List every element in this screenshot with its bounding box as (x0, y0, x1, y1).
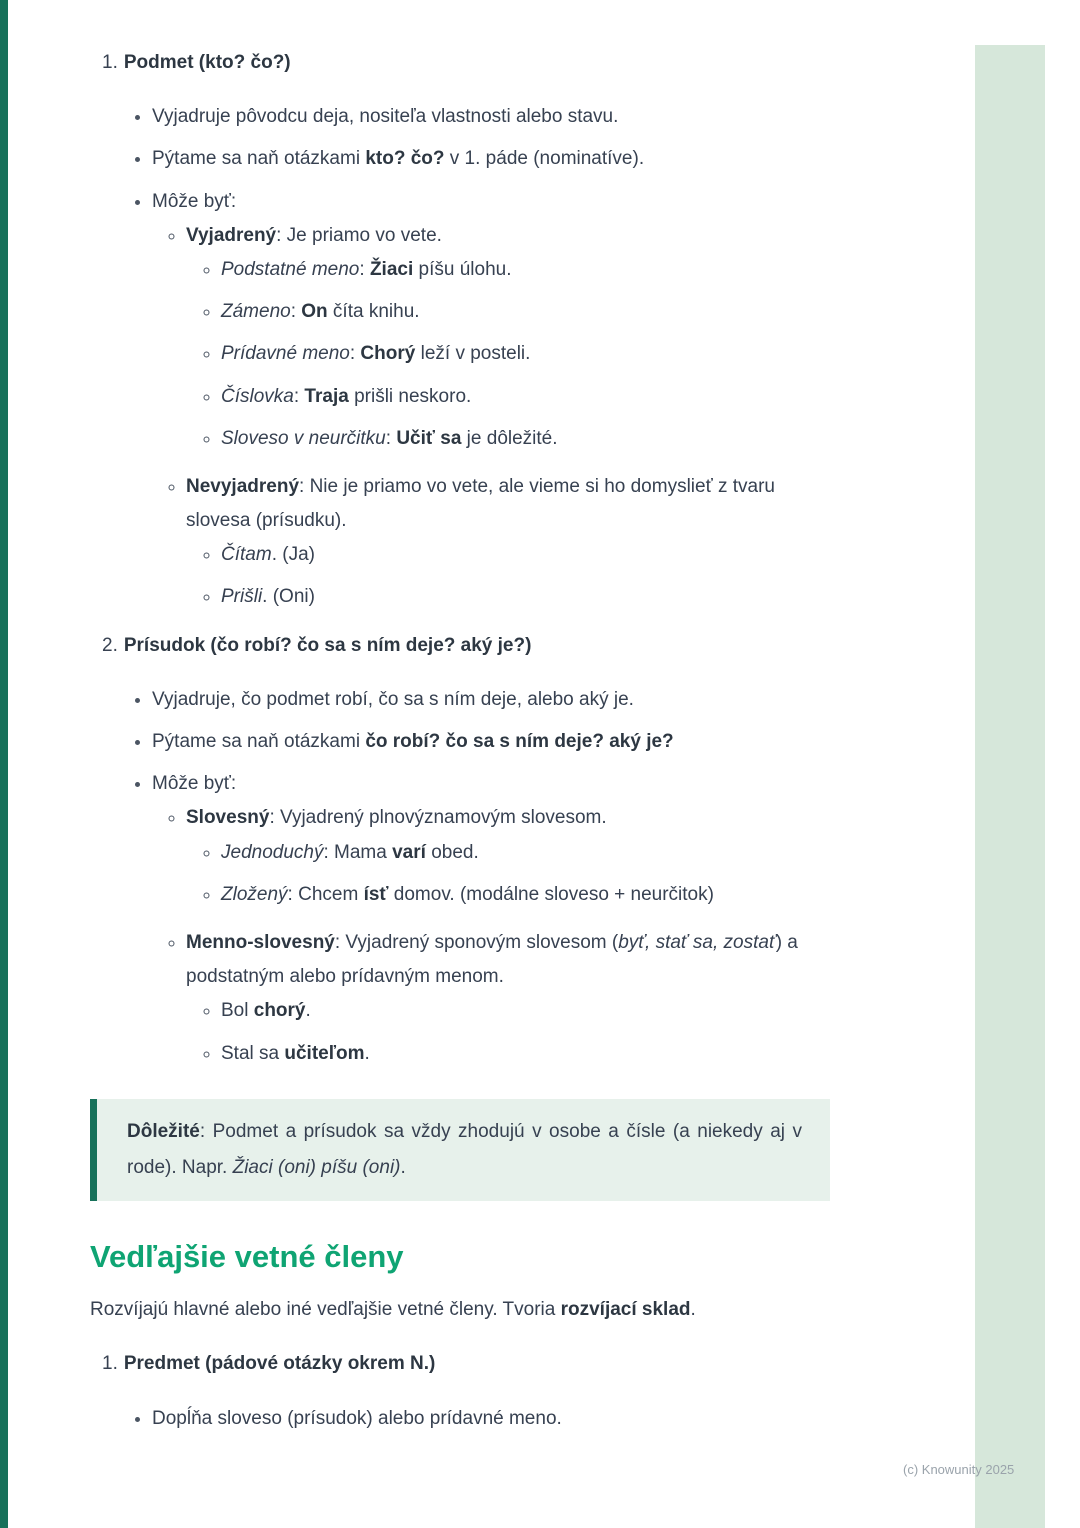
highlight-word: chorý (253, 1000, 306, 1022)
text-run: je dôležité. (461, 427, 558, 449)
section-podmet (90, 46, 835, 615)
text-run: Pýtame sa naň otázkami (152, 731, 366, 752)
text-run: . (Ja) (271, 544, 315, 566)
vyjadreny-examples-list (186, 253, 811, 456)
separator: : (290, 301, 302, 323)
text-run: Bol (221, 1000, 254, 1022)
example-item (221, 878, 811, 912)
highlight-word: varí (392, 841, 426, 863)
item-title: Predmet (pádové otázky okrem N.) (123, 1353, 436, 1375)
list-item (152, 767, 835, 1071)
highlight-word: kto? čo? (365, 148, 445, 170)
text-run: leží v posteli. (415, 343, 531, 365)
term-label: Zámeno (221, 301, 291, 323)
page-section-heading: Vedľajšie vetné členy (90, 1238, 404, 1274)
text-run: : Podmet a prísudok sa vždy zhodujú v osobe a čísle (a niekedy aj v rode). Napr. (127, 1120, 802, 1178)
prisudok-types-list (152, 801, 835, 1070)
text-run: Stal sa (221, 1042, 285, 1064)
text-run: : Vyjadrený sponovým slovesom ( (334, 931, 619, 953)
example-item (221, 337, 811, 371)
list-item (186, 801, 811, 912)
example-word: Žiaci (oni) píšu (oni) (232, 1156, 401, 1178)
term-label: Sloveso v neurčitku (221, 427, 386, 449)
podmet-types-list (152, 219, 835, 615)
example-item (221, 994, 811, 1028)
example-word: byť, stať sa, zostať (618, 931, 776, 953)
highlight-word: Učiť sa (396, 427, 462, 449)
example-word: Prišli (221, 586, 263, 608)
numbered-heading-predmet (90, 1347, 835, 1381)
notes-content (90, 46, 835, 1444)
prisudok-bullet-list (90, 683, 835, 1071)
callout-text (127, 1114, 802, 1186)
highlight-word: ísť (363, 883, 389, 905)
slovesny-examples-list (186, 836, 811, 912)
item-number: 1. (102, 52, 118, 73)
item-number: 1. (102, 1353, 118, 1375)
highlight-word: rozvíjací sklad (560, 1299, 691, 1321)
term-label: Podstatné meno (221, 258, 360, 280)
example-item (221, 295, 811, 329)
text-run: Pýtame sa naň otázkami (152, 148, 366, 170)
text-run: Dopĺňa sloveso (prísudok) alebo prídavné meno. (152, 1407, 562, 1429)
text-run: obed. (425, 841, 479, 863)
term-label: Menno-slovesný (186, 931, 335, 953)
important-callout (90, 1099, 830, 1201)
list-item (152, 185, 835, 615)
separator: : (287, 883, 299, 905)
list-item (186, 926, 811, 1071)
separator: : (359, 258, 370, 280)
example-item (221, 422, 811, 456)
term-label: Prídavné meno (221, 343, 350, 365)
text-run: domov. (modálne sloveso + neurčitok) (388, 883, 714, 905)
example-item (221, 253, 811, 287)
callout-label: Dôležité (127, 1120, 200, 1142)
text-run: prišli neskoro. (348, 385, 472, 407)
text-run: Môže byť: (152, 773, 237, 795)
text-run: ) a podstatným alebo prídavným menom. (186, 931, 798, 988)
text-run: číta knihu. (327, 301, 420, 323)
term-label: Číslovka (221, 385, 294, 407)
list-item (152, 142, 835, 176)
list-item (152, 1402, 835, 1436)
numbered-heading-podmet (90, 46, 835, 80)
text-run: . (400, 1156, 406, 1178)
right-decorative-stripe (975, 45, 1045, 1528)
highlight-word: učiteľom (284, 1042, 365, 1064)
separator: : (385, 427, 397, 449)
text-run: Mama (334, 841, 393, 863)
left-accent-stripe (0, 0, 8, 1528)
separator: : (323, 841, 335, 863)
term-label: Zložený (221, 883, 288, 905)
text-run: Vyjadruje, čo podmet robí, čo sa s ním deje, alebo aký je. (152, 688, 634, 710)
item-title: Podmet (kto? čo?) (123, 52, 291, 73)
text-run: . (Oni) (262, 586, 315, 608)
section-prisudok (90, 629, 835, 1071)
section-vedlajsie (90, 1237, 835, 1436)
list-item (186, 470, 811, 615)
text-run: Vyjadruje pôvodcu deja, nositeľa vlastnosti alebo stavu. (152, 106, 619, 128)
menno-examples-list (186, 994, 811, 1070)
text-run: . (690, 1299, 696, 1321)
highlight-word: Traja (304, 385, 349, 407)
text-run: v 1. páde (nominatíve). (444, 148, 645, 170)
highlight-word: Žiaci (369, 258, 414, 280)
text-run: . (364, 1042, 370, 1064)
nevyjadreny-examples-list (186, 538, 811, 614)
highlight-word: čo robí? čo sa s ním deje? aký je? (365, 731, 674, 752)
numbered-heading-prisudok (90, 629, 835, 663)
highlight-word: Chorý (360, 343, 416, 365)
term-label: Vyjadrený (186, 224, 277, 246)
list-item (152, 100, 835, 134)
term-label: Jednoduchý (221, 841, 324, 863)
watermark: (c) Knowunity 2025 (903, 1462, 1015, 1477)
highlight-word: On (301, 301, 328, 323)
term-label: Nevyjadrený (186, 475, 300, 497)
predmet-bullet-list (90, 1402, 835, 1436)
text-run: . (305, 1000, 311, 1022)
text-run: Chcem (298, 883, 364, 905)
list-item (152, 683, 835, 717)
separator: : (349, 343, 361, 365)
example-word: Čítam (221, 544, 272, 566)
separator: : (293, 385, 305, 407)
text-run: Rozvíjajú hlavné alebo iné vedľajšie vetné členy. Tvoria (90, 1299, 561, 1321)
example-item (221, 836, 811, 870)
example-item (221, 380, 811, 414)
intro-paragraph (90, 1293, 835, 1327)
list-item (186, 219, 811, 456)
item-number: 2. (102, 634, 118, 656)
term-label: Slovesný (186, 807, 270, 829)
text-run: píšu úlohu. (413, 258, 512, 280)
text-run: : Je priamo vo vete. (276, 224, 442, 246)
text-run: Môže byť: (152, 190, 237, 212)
example-item (221, 580, 811, 614)
example-item (221, 538, 811, 572)
podmet-bullet-list (90, 100, 835, 614)
example-item (221, 1037, 811, 1071)
item-title: Prísudok (čo robí? čo sa s ním deje? aký je?) (123, 634, 532, 656)
text-run: : Vyjadrený plnovýznamovým slovesom. (269, 807, 607, 829)
text-run: : Nie je priamo vo vete, ale vieme si ho domyslieť z tvaru slovesa (prísudku). (186, 475, 775, 532)
list-item (152, 725, 835, 759)
